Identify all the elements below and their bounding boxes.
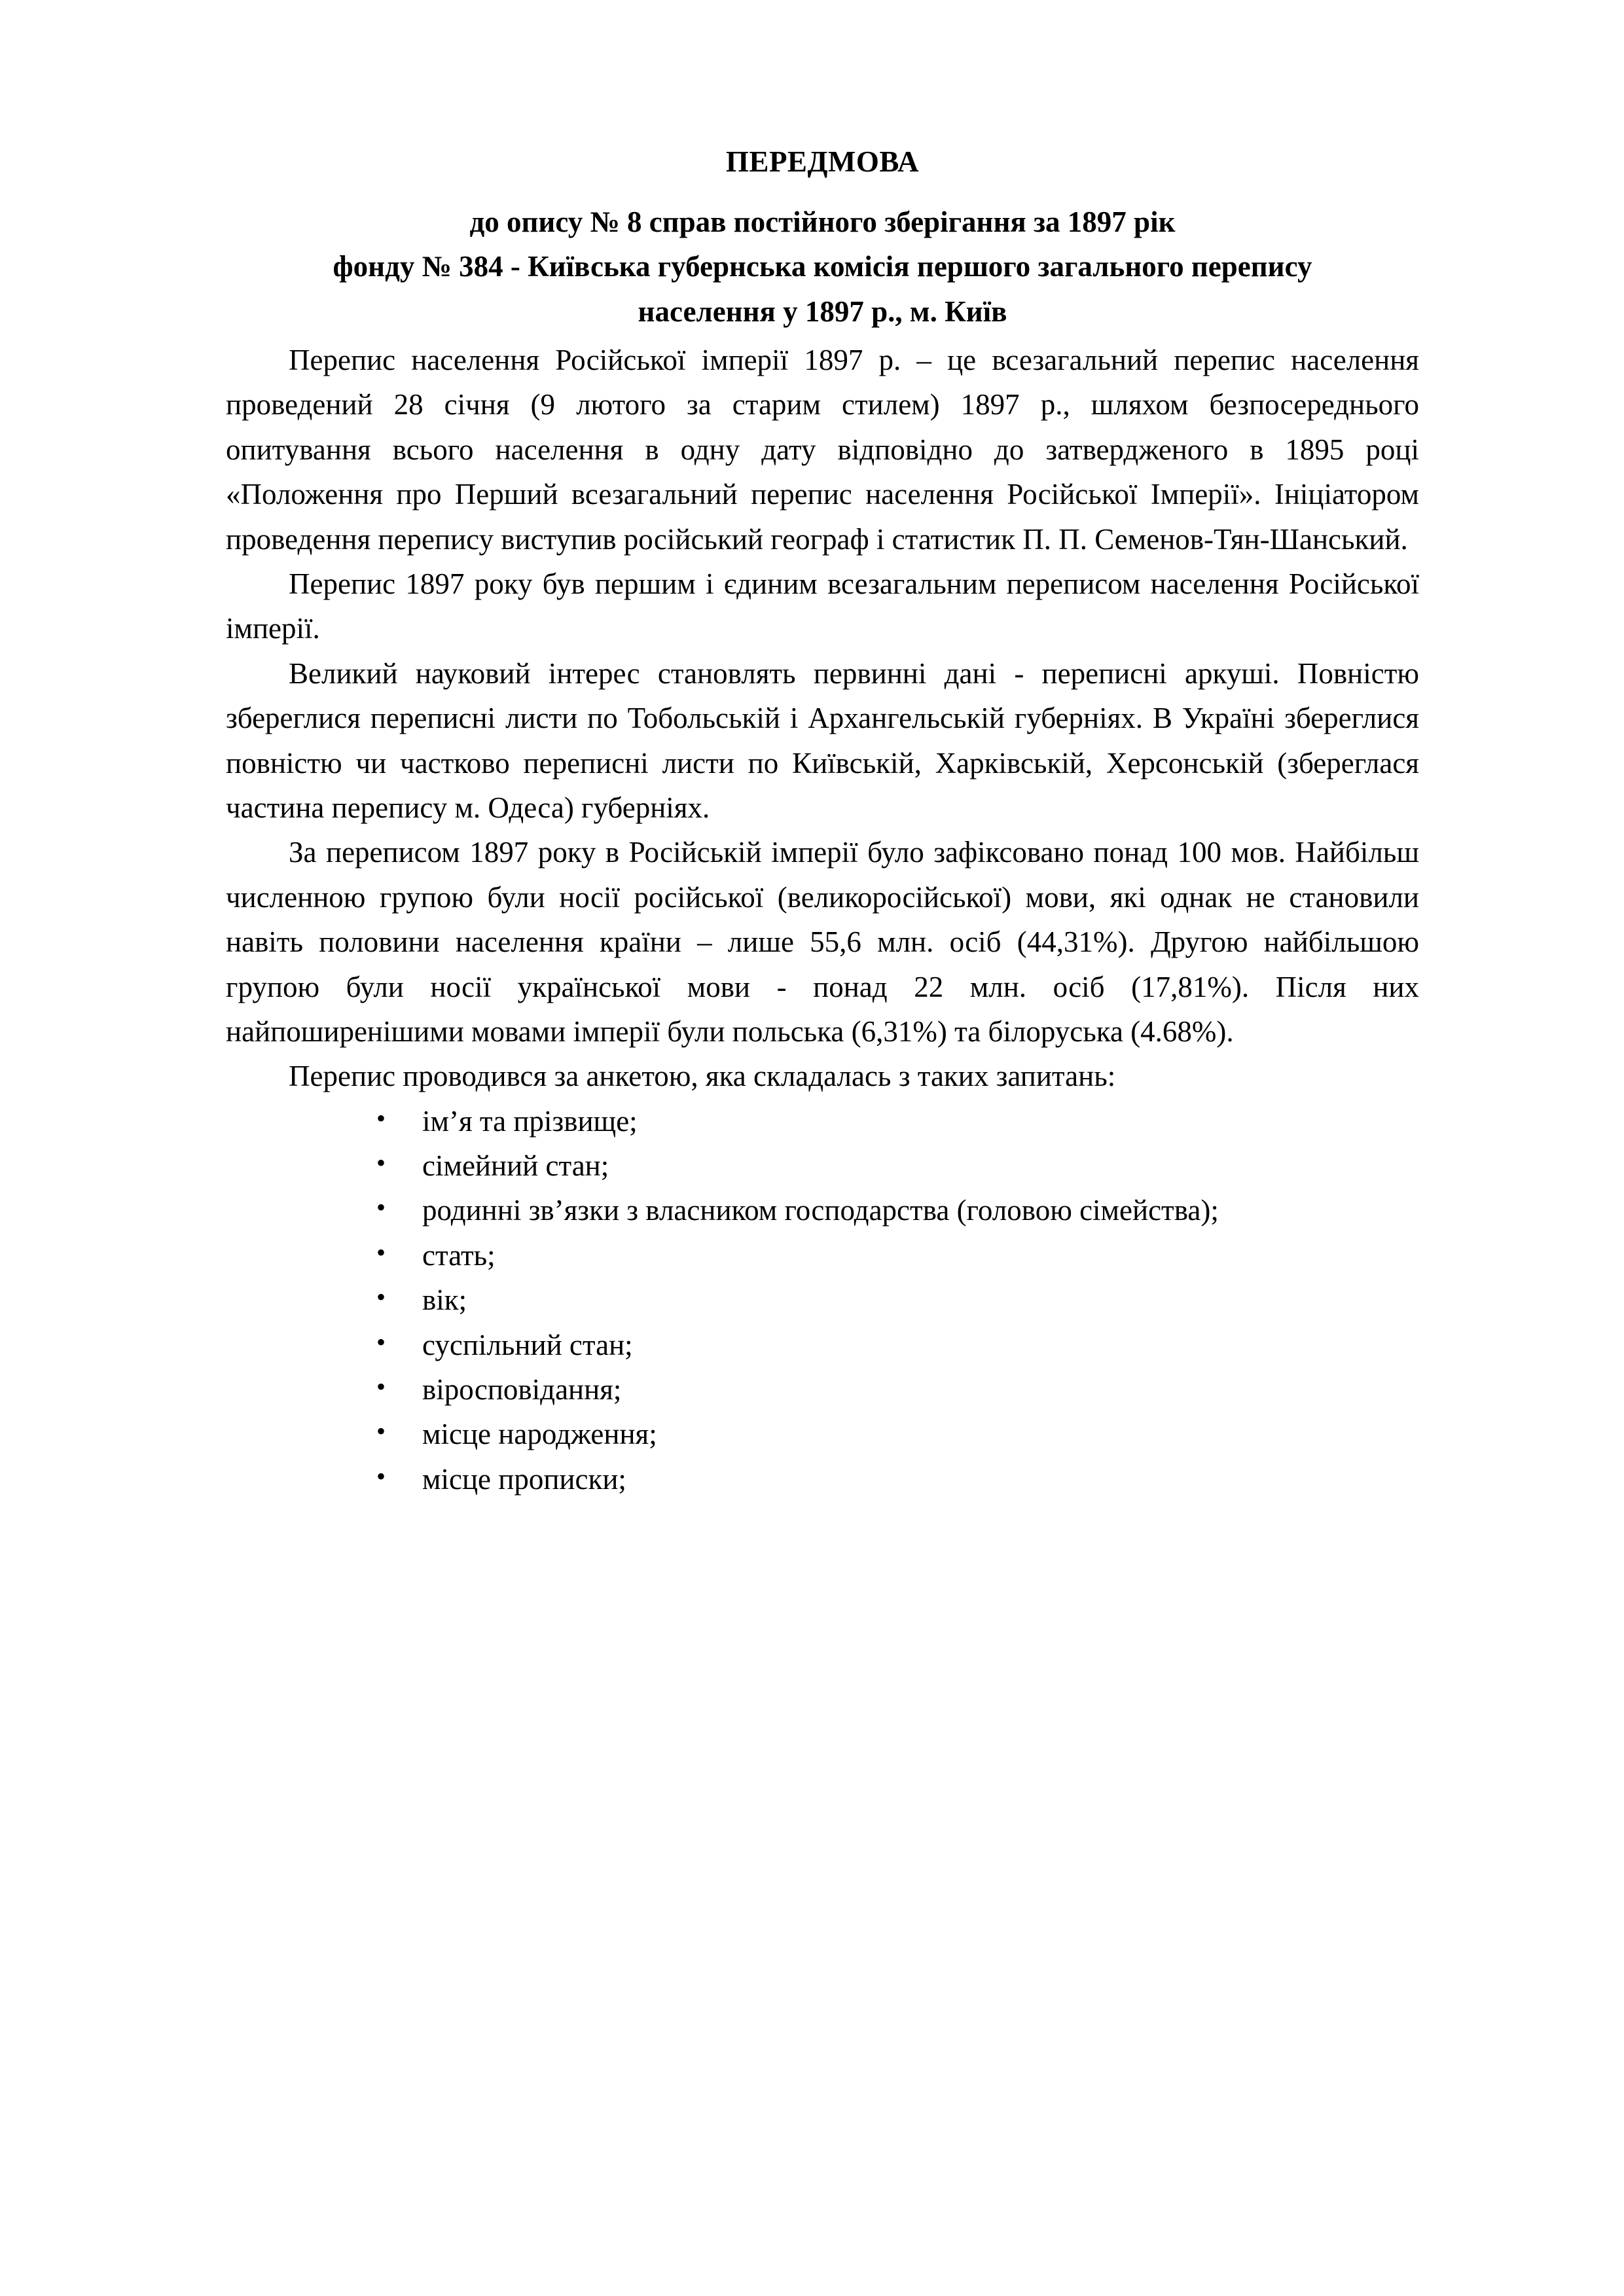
bullet-icon: •	[376, 1372, 386, 1402]
bullet-icon: •	[376, 1237, 386, 1267]
paragraph-questionnaire-intro: Перепис проводився за анкетою, яка складалась з таких запитань:	[289, 1060, 1116, 1093]
bullet-icon: •	[376, 1193, 386, 1223]
paragraph-languages: За переписом 1897 року в Російській імперії було зафіксовано понад 100 мов. Найбільш численною групою були носії російської (великоросійської) мови, які однак не становили навіть половини населення країни – лише 55,6 млн. осіб (44,31%). Другою найбільшою групою були носії української мови - понад 22 млн. осіб (17,81%). Після них найпоширенішими мовами імперії були польська (6,31%) та білоруська (4.68%).	[226, 836, 1419, 1048]
paragraph-scientific-interest: Великий науковий інтерес становлять первинні дані - переписні аркуші. Повністю збереглися переписні листи по Тобольській і Архангельській губерніях. В Україні збереглися повністю чи частково переписні листи по Київській, Харківській, Херсонській (збереглася частина перепису м. Одеса) губерніях.	[226, 656, 1419, 824]
list-item	[226, 1412, 1419, 1456]
list-item	[226, 1099, 1419, 1143]
list-item	[226, 1188, 1419, 1232]
bullet-icon: •	[376, 1282, 386, 1312]
subtitle-line-3: населення у 1897 р., м. Київ	[638, 295, 1007, 328]
list-item	[226, 1323, 1419, 1367]
bullet-icon: •	[376, 1103, 386, 1133]
list-item	[226, 1143, 1419, 1188]
list-item-label: суспільний стан;	[422, 1328, 633, 1361]
list-item	[226, 1457, 1419, 1501]
list-item	[226, 1367, 1419, 1412]
bullet-icon: •	[376, 1416, 386, 1446]
list-item	[226, 1233, 1419, 1278]
paragraph-first-and-only-census: Перепис 1897 року був першим і єдиним всезагальним переписом населення Російської імперії.	[226, 567, 1419, 645]
list-item-label: ім’я та прізвище;	[422, 1104, 638, 1138]
document-subtitle	[226, 200, 1419, 334]
list-item-label: сімейний стан;	[422, 1149, 609, 1183]
list-item-label: вік;	[422, 1283, 467, 1317]
subtitle-line-2: фонду № 384 - Київська губернська комісія першого загального перепису	[333, 250, 1312, 283]
bullet-icon: •	[376, 1461, 386, 1491]
list-item-label: віросповідання;	[422, 1373, 622, 1407]
list-item-label: місце народження;	[422, 1418, 657, 1451]
list-item	[226, 1278, 1419, 1322]
questionnaire-list	[226, 1099, 1419, 1502]
paragraph-census-definition: Перепис населення Російської імперії 1897 р. – це всезагальний перепис населення проведений 28 січня (9 лютого за старим стилем) 1897 р., шляхом безпосереднього опитування всього населення в одну дату відповідно до затвердженого в 1895 році «Положення про Перший всезагальний перепис населення Російської Імперії». Ініціатором проведення перепису виступив російський географ і статистик П. П. Семенов-Тян-Шанський.	[226, 344, 1419, 556]
page-title: ПЕРЕДМОВА	[725, 145, 920, 178]
list-item-label: родинні зв’язки з власником господарства (головою сімейства);	[422, 1194, 1219, 1227]
subtitle-line-1: до опису № 8 справ постійного зберігання за 1897 рік	[469, 205, 1176, 238]
list-item-label: стать;	[422, 1238, 496, 1272]
bullet-icon: •	[376, 1327, 386, 1357]
document-content	[226, 147, 1419, 1501]
list-item-label: місце прописки;	[422, 1462, 626, 1496]
bullet-icon: •	[376, 1148, 386, 1178]
